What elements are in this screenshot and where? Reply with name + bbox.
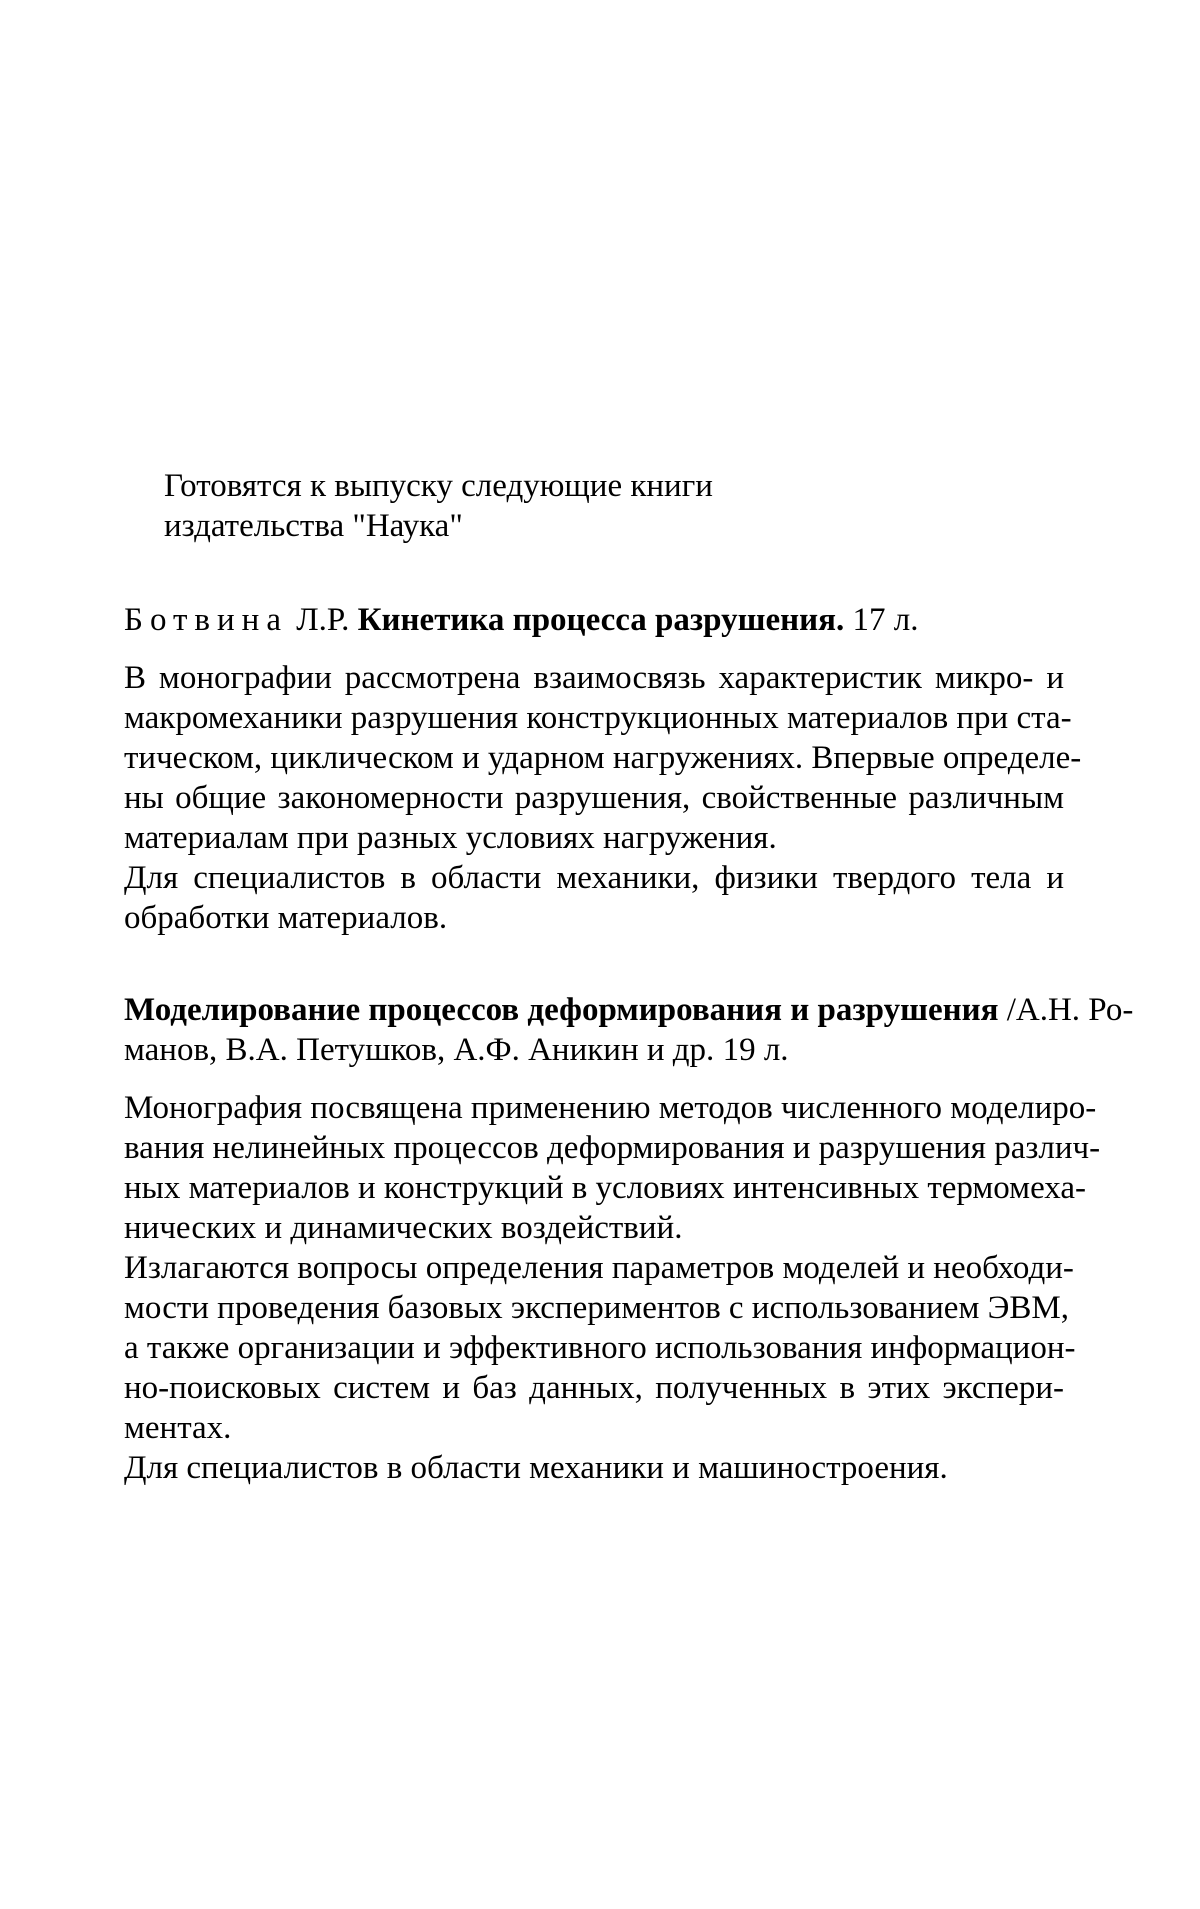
announcement-header	[164, 466, 864, 546]
header-line-2: издательства "Наука"	[164, 508, 463, 544]
book-volume: 17 л.	[852, 602, 919, 638]
text-line: Для специалистов в области механики, физики твердого тела и	[124, 860, 1064, 896]
author-surname: Ботвина	[124, 602, 288, 638]
heading-line	[124, 990, 1134, 1030]
book-entry-2	[124, 990, 1134, 1488]
text-line: ментах.	[124, 1410, 232, 1446]
text-line: Монография посвящена применению методов численного моделиро-	[124, 1090, 1097, 1126]
audience-paragraph	[124, 1448, 1064, 1488]
text-line: вания нелинейных процессов деформирования и разрушения различ-	[124, 1130, 1101, 1166]
book-authors-start: /А.Н. Ро-	[1006, 992, 1134, 1028]
text-line: материалам при разных условиях нагружения.	[124, 820, 777, 856]
text-line: но-поисковых систем и баз данных, полученных в этих экспери-	[124, 1370, 1064, 1406]
book-title: Кинетика процесса разрушения.	[357, 602, 845, 638]
text-line: мости проведения базовых экспериментов с использованием ЭВМ,	[124, 1290, 1069, 1326]
text-line: нических и динамических воздействий.	[124, 1210, 683, 1246]
description-paragraph	[124, 1088, 1101, 1248]
book-entry-1-description	[124, 658, 1082, 938]
text-line: макромеханики разрушения конструкционных материалов при ста-	[124, 700, 1072, 736]
book-entry-2-description	[124, 1088, 1101, 1488]
description-paragraph	[124, 1248, 1076, 1448]
audience-paragraph	[124, 858, 1064, 938]
header-line-1: Готовятся к выпуску следующие книги	[164, 468, 713, 504]
text-line: ных материалов и конструкций в условиях интенсивных термомеха-	[124, 1170, 1086, 1206]
book-authors: манов, В.А. Петушков, А.Ф. Аникин и др.	[124, 1032, 715, 1068]
text-line: а также организации и эффективного использования информацион-	[124, 1330, 1076, 1366]
description-paragraph	[124, 658, 1082, 858]
book-entry-2-heading	[124, 990, 1134, 1070]
book-title: Моделирование процессов деформирования и разрушения	[124, 992, 999, 1028]
book-entry-1	[124, 600, 1082, 938]
author-initials: Л.Р.	[296, 602, 350, 638]
text-line: ны общие закономерности разрушения, свойственные различным	[124, 780, 1064, 816]
text-line: Излагаются вопросы определения параметров моделей и необходи-	[124, 1250, 1074, 1286]
book-entry-1-heading	[124, 600, 1064, 640]
text-line: обработки материалов.	[124, 900, 448, 936]
text-line: тическом, циклическом и ударном нагружениях. Впервые определе-	[124, 740, 1082, 776]
book-volume: 19 л.	[722, 1032, 789, 1068]
text-line: В монографии рассмотрена взаимосвязь характеристик микро- и	[124, 660, 1064, 696]
heading-line	[124, 1030, 1064, 1070]
text-line: Для специалистов в области механики и машиностроения.	[124, 1450, 948, 1486]
